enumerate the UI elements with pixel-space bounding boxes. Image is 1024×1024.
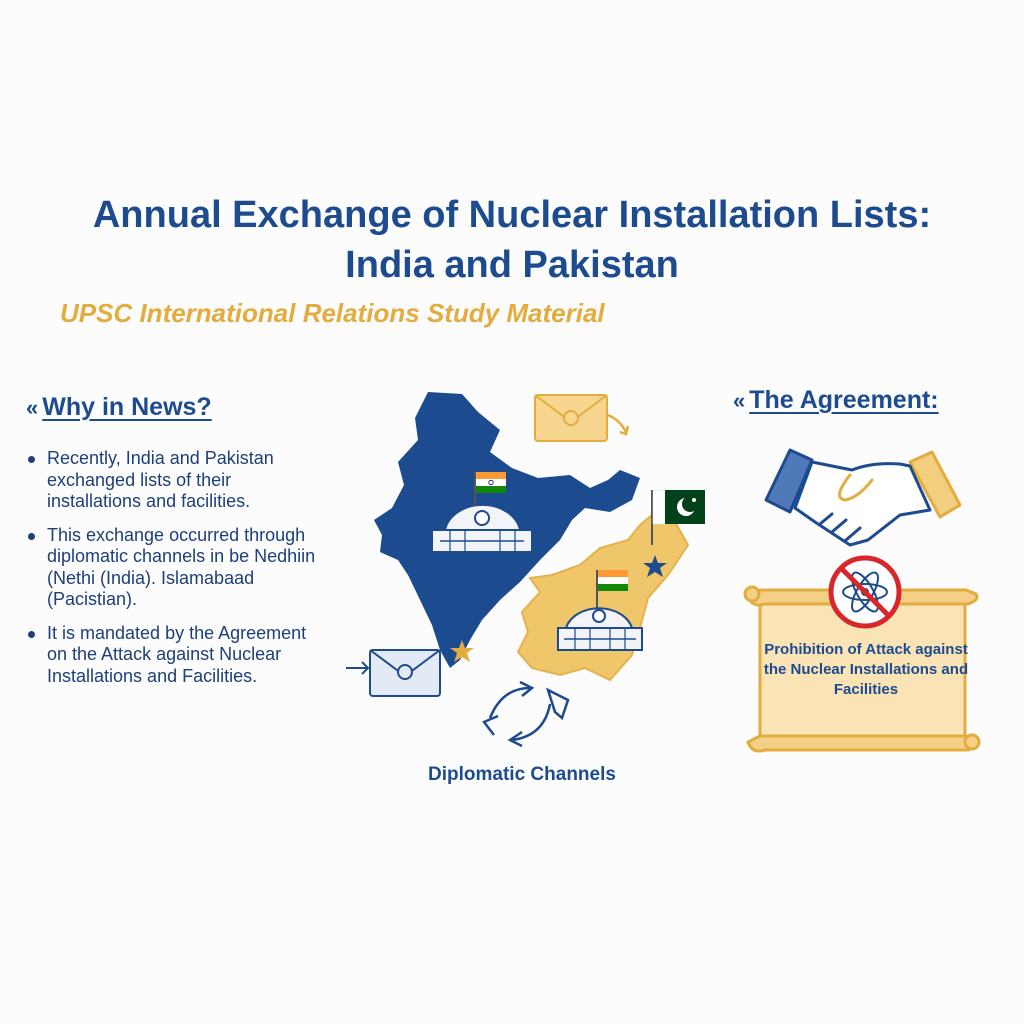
page-subtitle: UPSC International Relations Study Material (60, 298, 605, 328)
agreement-heading: « The Agreement: (733, 386, 939, 414)
page-title-line-1: Annual Exchange of Nuclear Installation Lists: (92, 194, 932, 236)
exchange-arrows-icon (484, 682, 568, 746)
list-item: This exchange occurred through diplomatic channels in be Nedhiin (Nethi (India). Islamabaad (Pacistian). (26, 525, 326, 611)
no-nuclear-icon (831, 558, 899, 626)
list-item: It is mandated by the Agreement on the Attack against Nuclear Installations and Facilities. (26, 623, 326, 688)
list-item: Recently, India and Pakistan exchanged lists of their installations and facilities. (26, 448, 326, 513)
diplomatic-channels-label: Diplomatic Channels (428, 764, 616, 785)
page-title-line-2: India and Pakistan (345, 244, 679, 286)
agreement-scroll-text: Prohibition of Attack against the Nuclear Installations and Facilities (763, 641, 969, 698)
handshake-icon (766, 450, 960, 545)
envelope-icon (346, 650, 440, 696)
quote-marks-icon: « (733, 388, 746, 413)
quote-marks-icon: « (26, 395, 39, 420)
envelope-icon (535, 395, 628, 441)
why-in-news-heading: « Why in News? (26, 393, 212, 421)
